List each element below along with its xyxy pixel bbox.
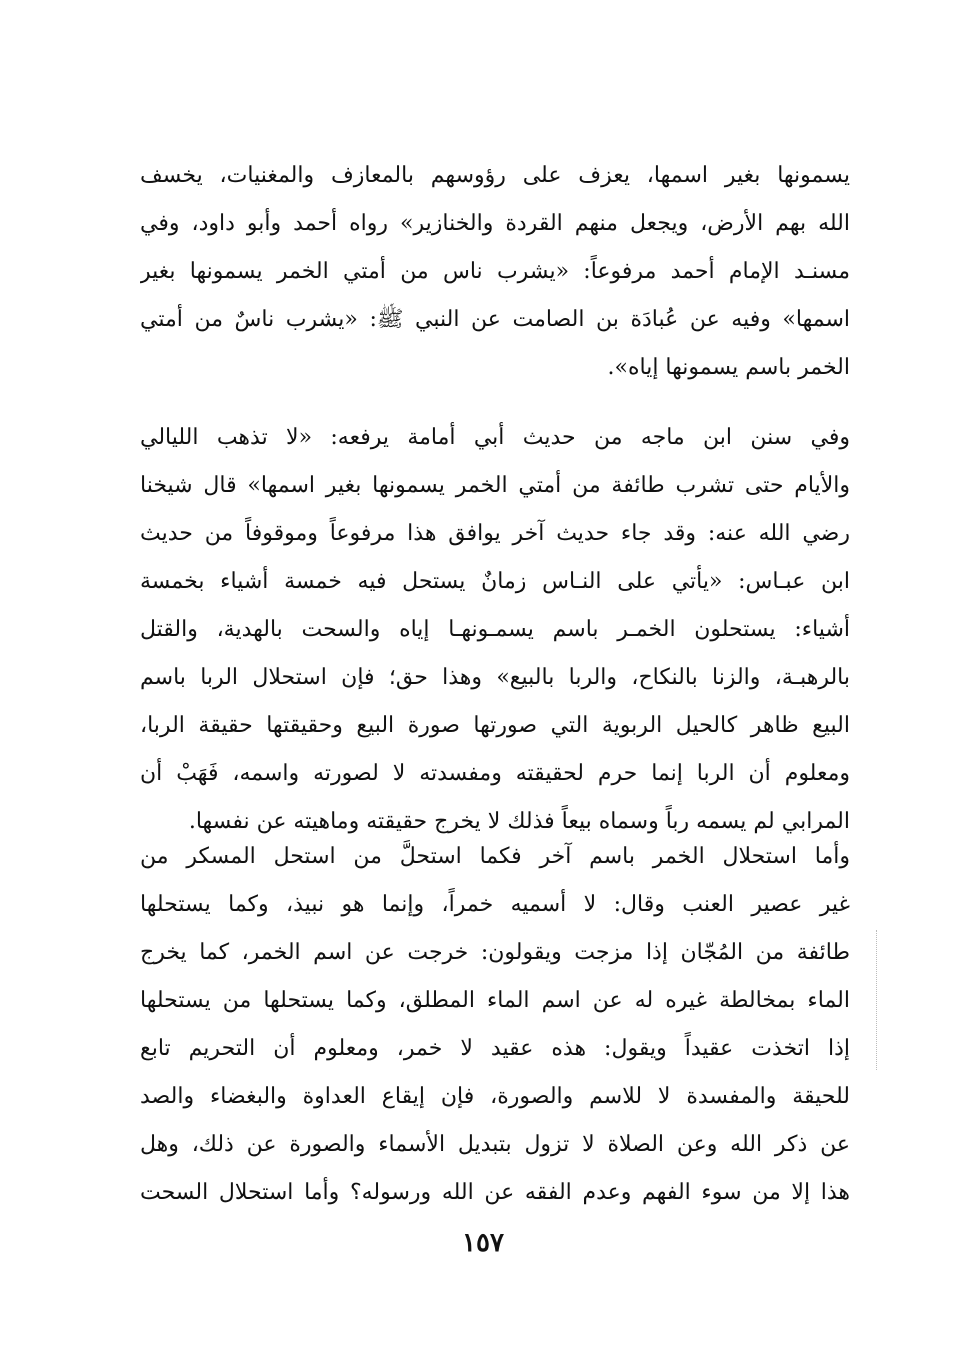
text-line: هذا إلا من سوء الفهم وعدم الفقه عن الله ورسوله؟ وأما استحلال السحت	[140, 1180, 850, 1205]
text-line: البيع ظاهر كالحيل الربوية التي صورتها صورة البيع وحقيقتها حقيقة الربا،	[140, 713, 850, 738]
text-line: غير عصير العنب وقال: لا أسميه خمراً، وإنما هو نبيذ، وكما يستحلها	[140, 892, 850, 917]
text-line: رضي الله عنه: وقد جاء حديث آخر يوافق هذا مرفوعاً وموقوفاً من حديث	[140, 521, 850, 546]
text-line: أشياء: يستحلون الخمـر باسم يسمـونهـا إياه والسحت بالهدية، والقتل	[140, 617, 850, 642]
paragraph-3	[140, 833, 850, 1217]
text-line: للحيقة والمفسدة لا للاسم والصورة، فإن إيقاع العداوة والبغضاء والصد	[140, 1084, 850, 1109]
text-line: ومعلوم أن الربا إنما حرم لحقيقته ومفسدته لا لصورته واسمه، فَهَبْ أن	[140, 761, 850, 786]
text-line: الماء بمخالطة غيره له عن اسم الماء المطلق، وكما يستحلها من يستحلها	[140, 988, 850, 1013]
text-line: يسمونها بغير اسمها، يعزف على رؤوسهم بالمعازف والمغنيات، يخسف	[140, 163, 850, 188]
text-line: ابن عبـاس: «يأتي على النـاس زمانٌ يستحل فيه خمسة أشياء بخمسة	[140, 569, 850, 594]
text-line: إذا اتخذت عقيداً ويقول: هذه عقيد لا خمر، ومعلوم أن التحريم تابع	[140, 1036, 850, 1061]
text-line: مسنـد الإمام أحمد مرفوعاً: «يشرب ناس من أمتي الخمر يسمونها بغير	[140, 259, 850, 284]
text-line: وفي سنن ابن ماجه من حديث أبي أمامة يرفعه: «لا تذهب الليالي	[140, 425, 850, 450]
scan-margin-mark	[876, 930, 879, 1070]
text-line: عن ذكر الله وعن الصلاة لا تزول بتبديل الأسماء والصورة عن ذلك، وهل	[140, 1132, 850, 1157]
paragraph-1	[140, 152, 850, 392]
text-line: المرابي لم يسمه رباً وسماه بيعاً فذلك لا يخرج حقيقته وماهيته عن نفسها.	[188, 809, 850, 834]
text-line: اسمها» وفيه عن عُبادَة بن الصامت عن النبي ﷺ: «يشرب ناسٌ من أمتي	[140, 307, 850, 332]
text-line: طائفة من المُجّان إذا مزجت ويقولون: خرجت عن اسم الخمر، كما يخرج	[140, 940, 850, 965]
paragraph-2	[140, 414, 850, 846]
text-line: الخمر باسم يسمونها إياه».	[607, 355, 850, 380]
text-line: الله بهم الأرض، ويجعل منهم القردة والخنازير» رواه أحمد وأبو داود، وفي	[140, 211, 850, 236]
page-number: ١٥٧	[462, 1228, 504, 1258]
text-line: بالرهبـة، والزنا بالنكاح، والربا بالبيع» وهذا حق؛ فإن استحلال الربا باسم	[140, 665, 850, 690]
text-line: والأيام حتى تشرب طائفة من أمتي الخمر يسمونها بغير اسمها» قال شيخنا	[140, 473, 850, 498]
text-line: وأما استحلال الخمر باسم آخر فكما استحلَّ من استحل المسكر من	[140, 844, 850, 869]
